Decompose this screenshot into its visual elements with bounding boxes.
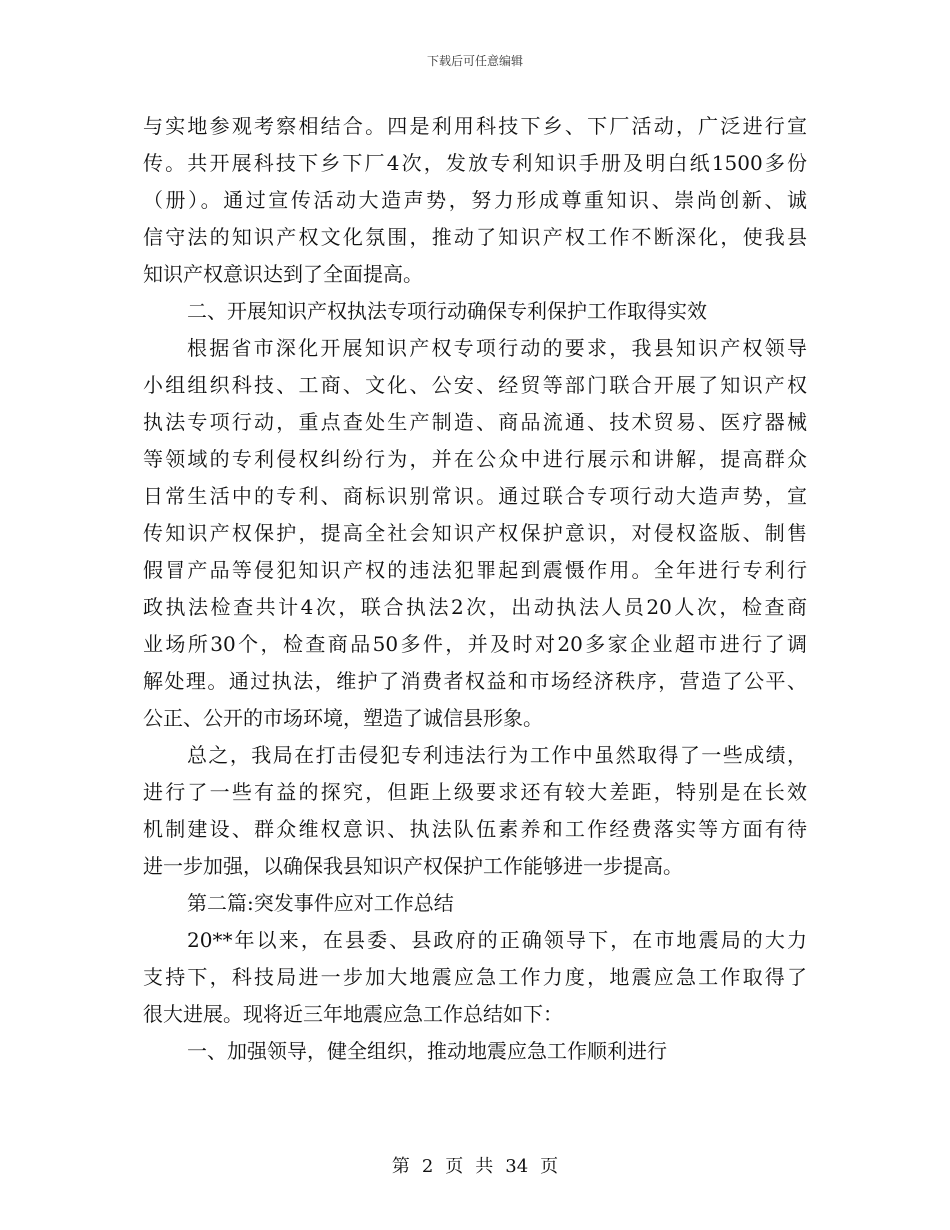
text-line: 传知识产权保护，提高全社会知识产权保护意识，对侵权盗版、制售	[143, 521, 807, 545]
document-body	[143, 108, 807, 1070]
text-line: 根据省市深化开展知识产权专项行动的要求，我县知识产权领导	[187, 336, 807, 360]
text-line: 进一步加强，以确保我县知识产权保护工作能够进一步提高。	[143, 854, 683, 878]
footer-word: 页	[540, 1156, 559, 1177]
text-line: 解处理。通过执法，维护了消费者权益和市场经济秩序，营造了公平、	[143, 669, 807, 693]
footer-word: 页	[445, 1156, 464, 1177]
text-line: 进行了一些有益的探究，但距上级要求还有较大差距，特别是在长效	[143, 780, 807, 804]
page-footer	[0, 1152, 950, 1178]
page-number: 2	[421, 1156, 434, 1177]
text-line: 总之，我局在打击侵犯专利违法行为工作中虽然取得了一些成绩，	[187, 743, 807, 767]
text-line: 支持下，科技局进一步加大地震应急工作力度，地震应急工作取得了	[143, 965, 807, 989]
text-line: 日常生活中的专利、商标识别常识。通过联合专项行动大造声势，宣	[143, 484, 807, 508]
text-line: 公正、公开的市场环境，塑造了诚信县形象。	[143, 706, 543, 730]
page-header-note: 下载后可任意编辑	[426, 54, 523, 68]
text-line: （册）。通过宣传活动大造声势，努力形成尊重知识、崇尚创新、诚	[143, 188, 807, 212]
text-line: 等领域的专利侵权纠纷行为，并在公众中进行展示和讲解，提高群众	[143, 447, 807, 471]
text-line: 20**年以来，在县委、县政府的正确领导下，在市地震局的大力	[187, 928, 807, 952]
footer-word: 第	[391, 1156, 410, 1177]
text-line: 执法专项行动，重点查处生产制造、商品流通、技术贸易、医疗器械	[143, 410, 807, 434]
text-line: 知识产权意识达到了全面提高。	[143, 262, 423, 286]
text-line: 传。共开展科技下乡下厂4次，发放专利知识手册及明白纸1500多份	[143, 151, 807, 175]
section-heading: 一、加强领导，健全组织，推动地震应急工作顺利进行	[187, 1039, 667, 1063]
text-line: 业场所30个，检查商品50多件，并及时对20多家企业超市进行了调	[143, 632, 807, 656]
section-heading: 二、开展知识产权执法专项行动确保专利保护工作取得实效	[187, 299, 707, 323]
text-line: 与实地参观考察相结合。四是利用科技下乡、下厂活动，广泛进行宣	[143, 114, 807, 138]
page-total: 34	[505, 1156, 529, 1177]
text-line: 很大进展。现将近三年地震应急工作总结如下：	[143, 1002, 563, 1026]
chapter-title: 第二篇:突发事件应对工作总结	[187, 891, 454, 915]
text-line: 政执法检查共计4次，联合执法2次，出动执法人员20人次，检查商	[143, 595, 807, 619]
text-line: 小组组织科技、工商、文化、公安、经贸等部门联合开展了知识产权	[143, 373, 807, 397]
text-line: 假冒产品等侵犯知识产权的违法犯罪起到震慑作用。全年进行专利行	[143, 558, 807, 582]
text-line: 信守法的知识产权文化氛围，推动了知识产权工作不断深化，使我县	[143, 225, 807, 249]
text-line: 机制建设、群众维权意识、执法队伍素养和工作经费落实等方面有待	[143, 817, 807, 841]
footer-word: 共	[475, 1156, 494, 1177]
